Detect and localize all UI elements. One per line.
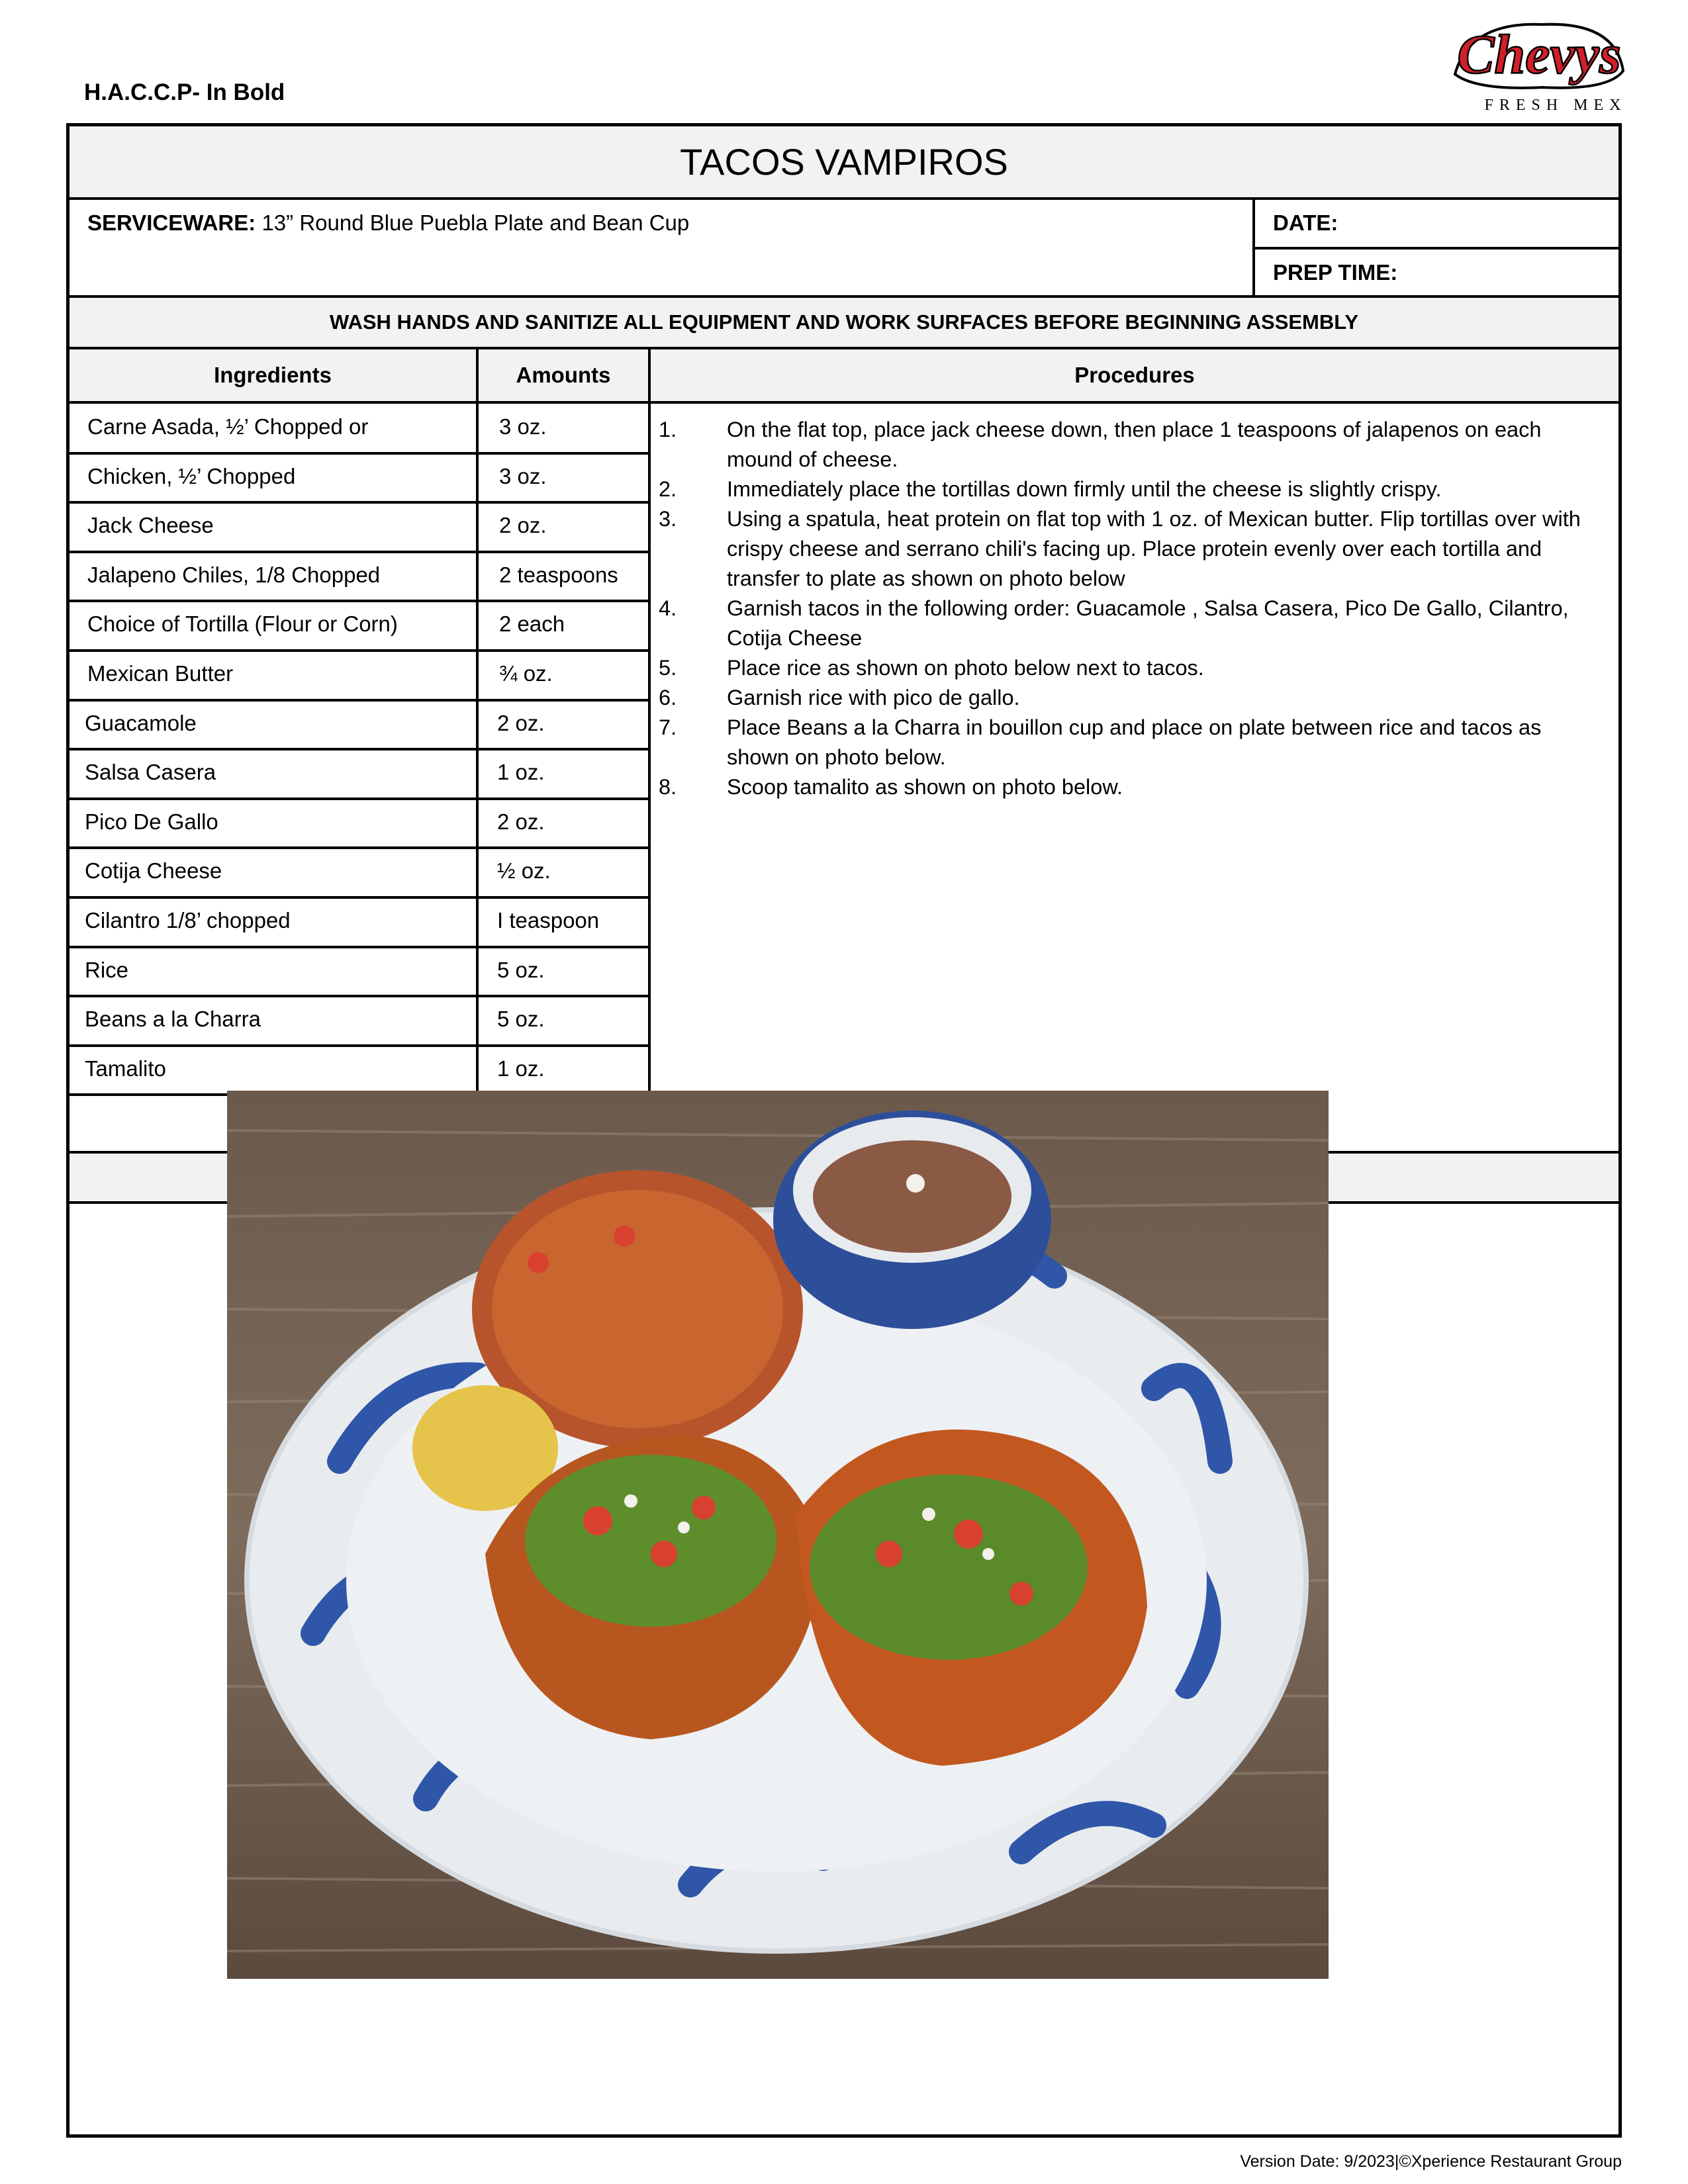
amount-cell: ¾ oz. [499, 661, 553, 686]
procedure-step-text: Place Beans a la Charra in bouillon cup and place on plate between rice and tacos as shown on photo below. [727, 715, 1542, 769]
amount-cell: 1 oz. [497, 760, 545, 785]
amount-cell: 5 oz. [497, 957, 545, 982]
procedure-step [659, 653, 1605, 683]
procedure-step [659, 504, 1605, 594]
procedure-step [659, 713, 1605, 772]
amount-cell: 5 oz. [497, 1007, 545, 1032]
ingredients-header: Ingredients [70, 349, 476, 401]
procedure-step [659, 475, 1605, 504]
amount-cell: 2 teaspoons [499, 562, 618, 587]
ingredient-cell: Beans a la Charra [85, 1007, 261, 1032]
amount-cell: 2 oz. [497, 710, 545, 735]
serviceware [87, 210, 689, 236]
ingredient-cell: Pico De Gallo [85, 809, 218, 834]
ingredient-cell: Cotija Cheese [85, 858, 222, 884]
serviceware-value: 13” Round Blue Puebla Plate and Bean Cup [261, 210, 690, 235]
procedure-step [659, 415, 1605, 475]
procedure-step-text: Immediately place the tortillas down firmly until the cheese is slightly crispy. [727, 477, 1442, 501]
serviceware-label: SERVICEWARE: [87, 210, 256, 235]
procedure-step-text: Scoop tamalito as shown on photo below. [727, 775, 1123, 799]
amount-cell: 2 each [499, 612, 565, 637]
procedure-step-number: 2. [659, 477, 677, 501]
wash-hands-banner: WASH HANDS AND SANITIZE ALL EQUIPMENT AND WORK SURFACES BEFORE BEGINNING ASSEMBLY [70, 298, 1618, 347]
ingredient-cell: Rice [85, 957, 129, 982]
version-footer: Version Date: 9/2023|©Xperience Restaurant Group [1240, 2152, 1622, 2171]
procedure-step-number: 4. [659, 596, 677, 620]
haccp-note: H.A.C.C.P- In Bold [84, 79, 285, 105]
chevys-logo [1450, 8, 1628, 117]
procedure-step-number: 6. [659, 686, 677, 709]
amount-cell: 2 oz. [497, 809, 545, 834]
procedure-step-text: On the flat top, place jack cheese down, then place 1 teaspoons of jalapenos on each mound of cheese. [727, 418, 1542, 471]
plated-dish-photo [227, 1091, 1329, 1979]
procedure-step-text: Garnish rice with pico de gallo. [727, 686, 1020, 709]
amount-cell: 1 oz. [497, 1056, 545, 1081]
procedure-step-text: Place rice as shown on photo below next to tacos. [727, 656, 1204, 680]
procedure-step [659, 683, 1605, 713]
amount-cell: 3 oz. [499, 414, 547, 439]
procedure-step-number: 8. [659, 775, 677, 799]
ingredient-cell: Choice of Tortilla (Flour or Corn) [87, 612, 398, 637]
procedure-step [659, 594, 1605, 653]
ingredient-cell: Tamalito [85, 1056, 166, 1081]
amount-cell: 2 oz. [499, 513, 547, 538]
procedure-step-number: 7. [659, 715, 677, 739]
procedures-list [659, 415, 1605, 802]
procedure-step-text: Garnish tacos in the following order: Guacamole , Salsa Casera, Pico De Gallo, Cilantro, Cotija Cheese [727, 596, 1569, 650]
procedures-header: Procedures [651, 349, 1618, 401]
procedure-step-number: 3. [659, 507, 677, 531]
amounts-header: Amounts [479, 349, 648, 401]
ingredient-cell: Jalapeno Chiles, 1/8 Chopped [87, 562, 381, 587]
date-label: DATE: [1273, 210, 1338, 235]
ingredient-cell: Guacamole [85, 710, 197, 735]
ingredient-cell: Mexican Butter [87, 661, 234, 686]
prep-time-label: PREP TIME: [1273, 260, 1398, 285]
logo-text: Chevys [1457, 24, 1621, 85]
ingredient-cell: Jack Cheese [87, 513, 214, 538]
ingredient-cell: Cilantro 1/8’ chopped [85, 908, 291, 933]
amount-cell: 3 oz. [499, 463, 547, 488]
recipe-title: TACOS VAMPIROS [70, 126, 1618, 197]
amount-cell: ½ oz. [497, 858, 551, 884]
ingredient-cell: Chicken, ½’ Chopped [87, 463, 296, 488]
ingredient-cell: Salsa Casera [85, 760, 216, 785]
ingredient-cell: Carne Asada, ½’ Chopped or [87, 414, 369, 439]
procedure-step-number: 5. [659, 656, 677, 680]
logo-subtext: FRESH MEX [1484, 97, 1627, 114]
procedure-step [659, 772, 1605, 802]
amount-cell: I teaspoon [497, 908, 600, 933]
procedure-step-text: Using a spatula, heat protein on flat top with 1 oz. of Mexican butter. Flip tortillas over with crispy cheese and serrano chili's facing up. Place protein evenly over each tortilla and transfer to plate as shown on photo below [727, 507, 1581, 590]
procedure-step-number: 1. [659, 418, 677, 441]
